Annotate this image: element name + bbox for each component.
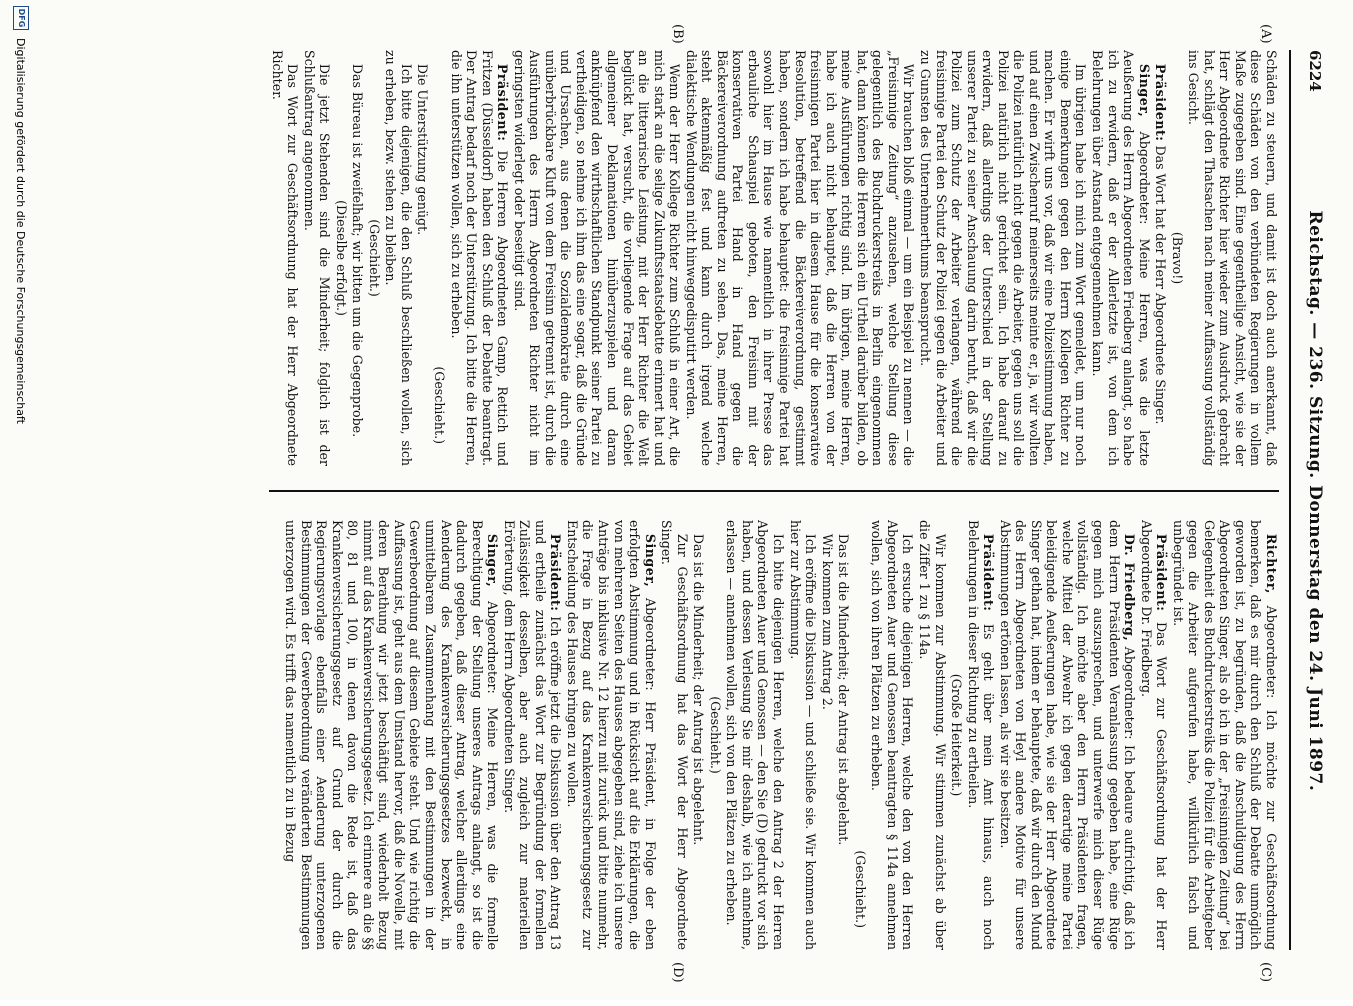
- column-divider: [269, 490, 1279, 492]
- paragraph-text: Im übrigen habe ich mich zum Wort gemeldet, um nur noch einige Bemerkungen gegen den Herrn Kollegen Richter zu machen. Er wirft uns vor, daß wir eine Polizeistimmung haben, und auf einen Zwischenruf meinerseits meinte er, ja, wir wollten die Polizei natürlich nicht gegen die Arbeiter, gegen uns soll die Polizei natürlich nicht gerichtet sein. Ich habe darauf zu erwidern, daß allerdings der Unterschied in der Stellung unserer Partei zu seiner Anschauung darin beruht, daß wir die Polizei zum Schutz der Arbeiter verlangen, während die freisinnige Partei den Schutz der Polizei gegen die Arbeiter und zu Gunsten des Unternehmerthums beansprucht.: [917, 50, 1089, 466]
- speaker-name: Richter,: [1264, 533, 1279, 594]
- paragraph: [350, 50, 366, 466]
- paragraph-text: Abgeordneter: Ich bedaure aufrichtig, daß ich dem Herrn Präsidenten Veranlassung gegeben habe, eine Rüge gegen mich auszusprechen, und unterwerfe mich dieser Rüge vollständig. Ich möchte aber den Herrn Präsidenten fragen, welche Mittel der Abwehr ich gegen derartige meine Partei beleidigende Aeußerungen habe, wie sie der Herr Abgeordnete Singer gethan hat, indem er behauptete, daß wir durch den Mund des Herrn Abgeordneten von Heyl andere Motive für unsere Abstimmungen ertönen lassen, als wir sie besitzen.: [997, 520, 1138, 950]
- paragraph-text: (Bravo!): [1169, 231, 1185, 285]
- speaker-name: Präsident:: [495, 63, 511, 142]
- paragraph-text: Ich eröffne jetzt die Diskussion über den Antrag 13 und ertheile zunächst das Wort zur Begründung der formellen Zulässigkeit desselben, aber auch zugleich zur materiellen Erörterung, dem Herrn Abgeordneten Singer.: [501, 520, 564, 950]
- paragraph: [1186, 50, 1279, 466]
- paragraph-text: Wenn der Herr Kollege Richter zum Schluß in einer Art, die mich stark an die selige Zukunftsstaatsdebatte erinnert hat und an die litterarische Leistung, mit der Herr Richter die Welt beglückt hat, versucht, die vorliegende Frage auf das Gebiet allgemeiner Deklamationen hinüberzuspielen und daran anknüpfend den wirthschaftlichen Standpunkt seiner Partei zu vertheidigen, so nehme ich ihm das eine sogar, daß die Gründe und Ursachen, aus denen die Sozialdemokratie durch eine unüberbrückbare Kluft von dem Freisinn getrennt ist, durch die Ausführungen des Herrn Abgeordneten Richter nicht im geringsten widerlegt oder beseitigt sind.: [511, 50, 683, 466]
- paragraph-text: (Dieselbe erfolgt.): [333, 200, 349, 316]
- speaker-name: Präsident:: [981, 533, 997, 612]
- speaker-name: Präsident:: [1153, 63, 1169, 142]
- margin-marker-a: (A): [1258, 24, 1273, 44]
- paragraph: [724, 520, 786, 950]
- paragraph: [1138, 520, 1169, 950]
- paragraph: [691, 520, 707, 950]
- paragraph: [301, 50, 332, 466]
- paragraph-text: Das Wort hat der Herr Abgeordnete Singer.: [1153, 145, 1169, 425]
- paragraph: [448, 50, 510, 466]
- paragraph-text: Ich ersuche diejenigen Herren, welche den von den Herren Abgeordneten Auer und Genossen beantragten § 114a annehmen wollen, sich von ihren Plätzen zu erheben.: [869, 520, 916, 950]
- paragraph-text: Ich bitte diejenigen Herren, welche den Antrag 2 der Herren Abgeordneten Auer und Genossen — den Sie (D) gedruckt vor sich haben, und dessen Verlesung Sie mir deshalb, wie ich annehme, erlassen — annehmen wollen, sich von den Plätzen zu erheben.: [724, 520, 787, 950]
- paragraph: [283, 520, 501, 950]
- paragraph-text: Abgeordneter: Meine Herren, was die letzte Aeußerung des Herrn Abgeordneten Friedberg anlangt, so habe ich zu erwidern, daß er der Allerletzte ist, von dem ich Belehrungen über Anstand entgegennehmen kann.: [1089, 50, 1152, 466]
- paragraph-text: Abgeordneter: Ich möchte zur Geschäftsordnung bemerken, daß es mir durch den Schluß der Debatte unmöglich geworden ist, zu begründen, daß die Anschuldigung des Herrn Abgeordneten Singer, als ob ich in der „Freisinnigen Zeitung“ bei Gelegenheit des Buchdruckerstreiks die Polizei für die Arbeitgeber gegen die Arbeiter aufgerufen habe, willkürlich falsch und unbegründet ist.: [1170, 520, 1279, 950]
- dfg-logo: DFG: [13, 6, 29, 30]
- paragraph-text: Die Unterstützung genügt.: [415, 63, 431, 236]
- paragraph: [415, 50, 431, 466]
- speaker-name: Präsident:: [548, 533, 564, 612]
- paragraph-text: Abgeordneter: Herr Präsident, in Folge der eben erfolgten Abstimmung und in Rücksicht auf die Erklärungen, die von mehreren Seiten des Hauses abgegeben sind, ziehe ich unsere Anträge bis inklusive Nr. 12 hierzu mit zurück und bitte nunmehr, die Frage in Bezug auf das Krankenversicherungsgesetz zur Entscheidung des Hauses bringen zu wollen.: [564, 520, 658, 950]
- paragraph-text: Wir kommen zum Antrag 2.: [819, 533, 835, 710]
- paragraph: [1170, 520, 1279, 950]
- paragraph: [836, 520, 852, 950]
- page-title: Reichstag. — 236. Sitzung. Donnerstag den 24. Juni 1897.: [1305, 210, 1325, 792]
- paragraph: [269, 50, 300, 466]
- speaker-name: Singer,: [1136, 63, 1152, 118]
- paragraph-text: Ich eröffne die Diskussion — und schließe sie. Wir kommen auch hier zur Abstimmung.: [787, 520, 819, 950]
- paragraph: [366, 50, 382, 466]
- left-text-column: [109, 50, 1279, 466]
- paragraph-text: Wir brauchen bloß einmal — um ein Beispiel zu nennen — die „Freisinnige Zeitung“ anzusehen, welche Stellung diese gelegentlich des Buchdruckerstreiks in Berlin eingenommen hat, dann können die Herren sich ein Urtheil darüber bilden, ob meine Ausführungen richtig sind. Im übrigen, meine Herren, habe ich auch nicht behauptet, daß die Herren von der freisinnigen Partei hier in diesem Hause für die konservative Resolution, betreffend die Bäckereiverordnung, gestimmt haben, sondern ich habe behauptet: die freisinnige Partei hat sowohl hier im Hause wie namentlich in ihrer Presse das erbauliche Schauspiel geboten, den Freisinn mit der konservativen Partei Hand in Hand gegen die Bäckereiverordnung auftreten zu sehen. Das, meine Herren, steht aktenmäßig fest und kann durch irgend welche dialektische Wendungen nicht hinweggedisputirt werden.: [683, 50, 917, 466]
- paragraph: [511, 50, 682, 466]
- paragraph: [949, 520, 965, 950]
- paragraph-text: Das Büreau ist zweifelhaft; wir bitten um die Gegenprobe.: [350, 63, 366, 438]
- paragraph-text: (Geschieht.): [432, 366, 448, 444]
- margin-marker-b: (B): [670, 24, 685, 44]
- digitization-footer: [9, 0, 33, 1006]
- margin-marker-d: (D): [670, 962, 685, 983]
- margin-marker-c: (C): [1258, 962, 1273, 983]
- paragraph: [707, 520, 723, 950]
- paragraph-text: (Geschieht.): [852, 850, 868, 928]
- page-number: 6224: [1306, 50, 1324, 92]
- paragraph: [683, 50, 916, 466]
- paragraph: [383, 50, 414, 466]
- speaker-name: Dr. Friedberg,: [1122, 533, 1138, 642]
- header-rule: [1289, 50, 1291, 950]
- paragraph: [659, 520, 690, 950]
- paragraph-text: Das Wort zur Geschäftsordnung hat der Herr Abgeordnete Dr. Friedberg.: [1138, 520, 1170, 950]
- paragraph: [819, 520, 835, 950]
- paragraph-text: Das ist die Minderheit; der Antrag ist abgelehnt.: [836, 533, 852, 846]
- paragraph-text: Abgeordneter: Meine Herren, was die formelle Berechtigung der Stellung unseres Antrags anlangt, so ist die dadurch gegeben, daß dieser Antrag, welcher allerdings eine Aenderung des Krankenversicherungsgesetzes bezweckt, in unmittelbarem Zusammenhang mit den Bestimmungen in der Gewerbeordnung auf diesem Gebiete steht. Und wie richtig die Auffassung ist, geht aus dem Umstand hervor, daß die Novelle, mit deren Berathung wir jetzt beschäftigt sind, wiederholt Bezug nimmt auf das Krankenversicherungsgesetz. Ich erinnere an die §§ 80, 81 und 100, in denen davon die Rede ist, daß das Krankenversicherungsgesetz auf Grund der durch die Regierungsvorlage ebenfalls einer Aenderung unterzogenen Bestimmungen der Gewerbeordnung veränderten Bestimmungen unterzogen wird. Es trifft das namentlich zu in Bezug: [283, 520, 501, 950]
- paragraph-text: Wir kommen zur Abstimmung. Wir stimmen zunächst ab über die Ziffer 1 zu § 114a.: [916, 520, 948, 950]
- paragraph: [917, 50, 1088, 466]
- paragraph: [916, 520, 947, 950]
- speaker-name: Singer,: [642, 533, 658, 588]
- digitization-credit: Digitalisierung gefördert durch die Deutsche Forschungsgemeinschaft: [14, 38, 28, 424]
- paragraph-text: Das ist die Minderheit; der Antrag ist abgelehnt.: [691, 533, 707, 846]
- paragraph-text: Zur Geschäftsordnung hat das Wort der Herr Abgeordnete Singer.: [659, 520, 690, 950]
- paragraph: [965, 520, 996, 950]
- paragraph-text: Die Herren Abgeordneten Gamp, Rettich und Fritzen (Düsseldorf) haben den Schluß der Debatte beantragt. Der Antrag bedarf noch der Unterstützung. Ich bitte die Herren, die ihn unterstützen wollen, sich zu erheben.: [448, 50, 511, 466]
- paragraph-text: Ich bitte diejenigen, die den Schluß beschließen wollen, sich zu erheben, bezw. stehen zu bleiben.: [383, 50, 414, 466]
- paragraph-text: (Große Heiterkeit.): [949, 673, 965, 797]
- right-text-column: [109, 520, 1279, 950]
- paragraph: [431, 50, 447, 466]
- speaker-name: Präsident:: [1154, 533, 1170, 612]
- paragraph: [1089, 50, 1151, 466]
- paragraph-text: Die jetzt Stehenden sind die Minderheit; folglich ist der Schlußantrag angenommen.: [301, 50, 333, 466]
- paragraph: [787, 520, 818, 950]
- paragraph: [1153, 50, 1169, 466]
- paragraph-text: Es geht über mein Amt hinaus, auch noch Belehrungen in dieser Richtung zu ertheilen.: [965, 520, 997, 950]
- page-header: [1295, 50, 1335, 950]
- paragraph: [564, 520, 657, 950]
- speaker-name: Singer,: [485, 533, 501, 588]
- paragraph: [1169, 50, 1185, 466]
- paragraph: [869, 520, 916, 950]
- paragraph-text: Schäden zu steuern, und damit ist doch auch anerkannt, daß diese Schäden von den verbündeten Regierungen in vollem Maße zugegeben sind. Eine gegentheilige Ansicht, wie sie der Herr Abgeordnete Richter hier wieder zum Ausdruck gebracht hat, schlägt den Thatsachen nach meiner Auffassung vollständig ins Gesicht.: [1186, 50, 1279, 466]
- paragraph: [852, 520, 868, 950]
- paragraph: [333, 50, 349, 466]
- paragraph: [997, 520, 1137, 950]
- paragraph-text: Das Wort zur Geschäftsordnung hat der Herr Abgeordnete Richter.: [269, 50, 301, 466]
- paragraph-text: (Geschieht.): [366, 219, 382, 297]
- paragraph: [501, 520, 563, 950]
- paragraph-text: (Geschieht.): [707, 696, 723, 774]
